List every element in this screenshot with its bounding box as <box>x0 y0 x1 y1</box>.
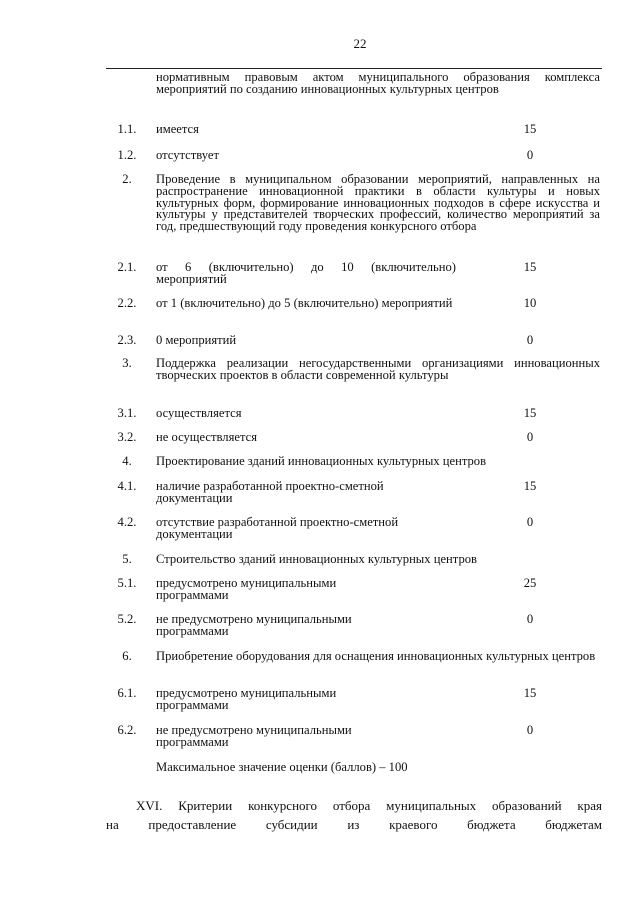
row-text: имеется <box>156 122 199 136</box>
row-score: 0 <box>526 148 534 162</box>
row-text: отсутствует <box>156 148 219 162</box>
row-number: 3.2. <box>117 430 137 444</box>
row-number: 2.1. <box>117 260 137 274</box>
row-text: предусмотрено муниципальными программами <box>156 686 337 712</box>
row-number: 6. <box>122 649 132 663</box>
row-text: от 6 (включительно) до 10 (включительно) мероприятий <box>156 260 456 286</box>
row-score: 0 <box>526 333 534 347</box>
row-score: 15 <box>523 479 537 493</box>
row-score: 0 <box>526 723 534 737</box>
row-score: 15 <box>523 686 537 700</box>
row-text: Приобретение оборудования для оснащения инновационных культурных центров <box>156 649 596 663</box>
row-score: 25 <box>523 576 537 590</box>
row-score: 15 <box>523 260 537 274</box>
intro-text: нормативным правовым актом муниципального образования комплекса мероприятий по созданию инновационных культурных центров <box>156 70 600 96</box>
row-number: 5. <box>122 552 132 566</box>
row-number: 5.2. <box>117 612 137 626</box>
max-score-text: Максимальное значение оценки (баллов) – 100 <box>156 760 408 774</box>
row-number: 2.2. <box>117 296 137 310</box>
row-text: 0 мероприятий <box>156 333 237 347</box>
row-text: отсутствие разработанной проектно-сметной документации <box>156 515 399 541</box>
row-text: наличие разработанной проектно-сметной документации <box>156 479 384 505</box>
row-number: 6.2. <box>117 723 137 737</box>
row-text: Проектирование зданий инновационных культурных центров <box>156 454 487 468</box>
section-heading-line-2: на предоставление субсидии из краевого бюджета бюджетам <box>106 817 602 832</box>
row-score: 0 <box>526 515 534 529</box>
row-text: Строительство зданий инновационных культурных центров <box>156 552 477 566</box>
row-text: не предусмотрено муниципальными программами <box>156 612 352 638</box>
row-text: осуществляется <box>156 406 242 420</box>
row-number: 2. <box>122 172 132 186</box>
row-number: 5.1. <box>117 576 137 590</box>
row-score: 15 <box>523 122 537 136</box>
row-number: 2.3. <box>117 333 137 347</box>
row-text: не осуществляется <box>156 430 257 444</box>
row-text: Проведение в муниципальном образовании мероприятий, направленных на распространение инновационной практики в области культуры и новых культурных форм, формирование инновационных подходов в сфере искусства и культуры у представителей творческих профессий, количество мероприятий за год, предшествующий году проведения конкурсного отбора <box>156 172 600 234</box>
section-heading-line-1: XVI. Критерии конкурсного отбора муниципальных образований края <box>136 798 602 813</box>
row-text: не предусмотрено муниципальными программами <box>156 723 352 749</box>
row-score: 15 <box>523 406 537 420</box>
row-number: 1.2. <box>117 148 137 162</box>
row-number: 4.2. <box>117 515 137 529</box>
row-text: от 1 (включительно) до 5 (включительно) мероприятий <box>156 296 453 310</box>
table-top-border <box>106 68 602 69</box>
row-score: 0 <box>526 430 534 444</box>
row-text: Поддержка реализации негосударственными организациями инновационных творческих проектов в области современной культуры <box>156 356 600 382</box>
row-number: 6.1. <box>117 686 137 700</box>
row-number: 4. <box>122 454 132 468</box>
row-text: предусмотрено муниципальными программами <box>156 576 337 602</box>
row-number: 1.1. <box>117 122 137 136</box>
row-number: 3.1. <box>117 406 137 420</box>
row-score: 0 <box>526 612 534 626</box>
row-number: 3. <box>122 356 132 370</box>
row-score: 10 <box>523 296 537 310</box>
row-number: 4.1. <box>117 479 137 493</box>
page-number: 22 <box>353 36 367 51</box>
